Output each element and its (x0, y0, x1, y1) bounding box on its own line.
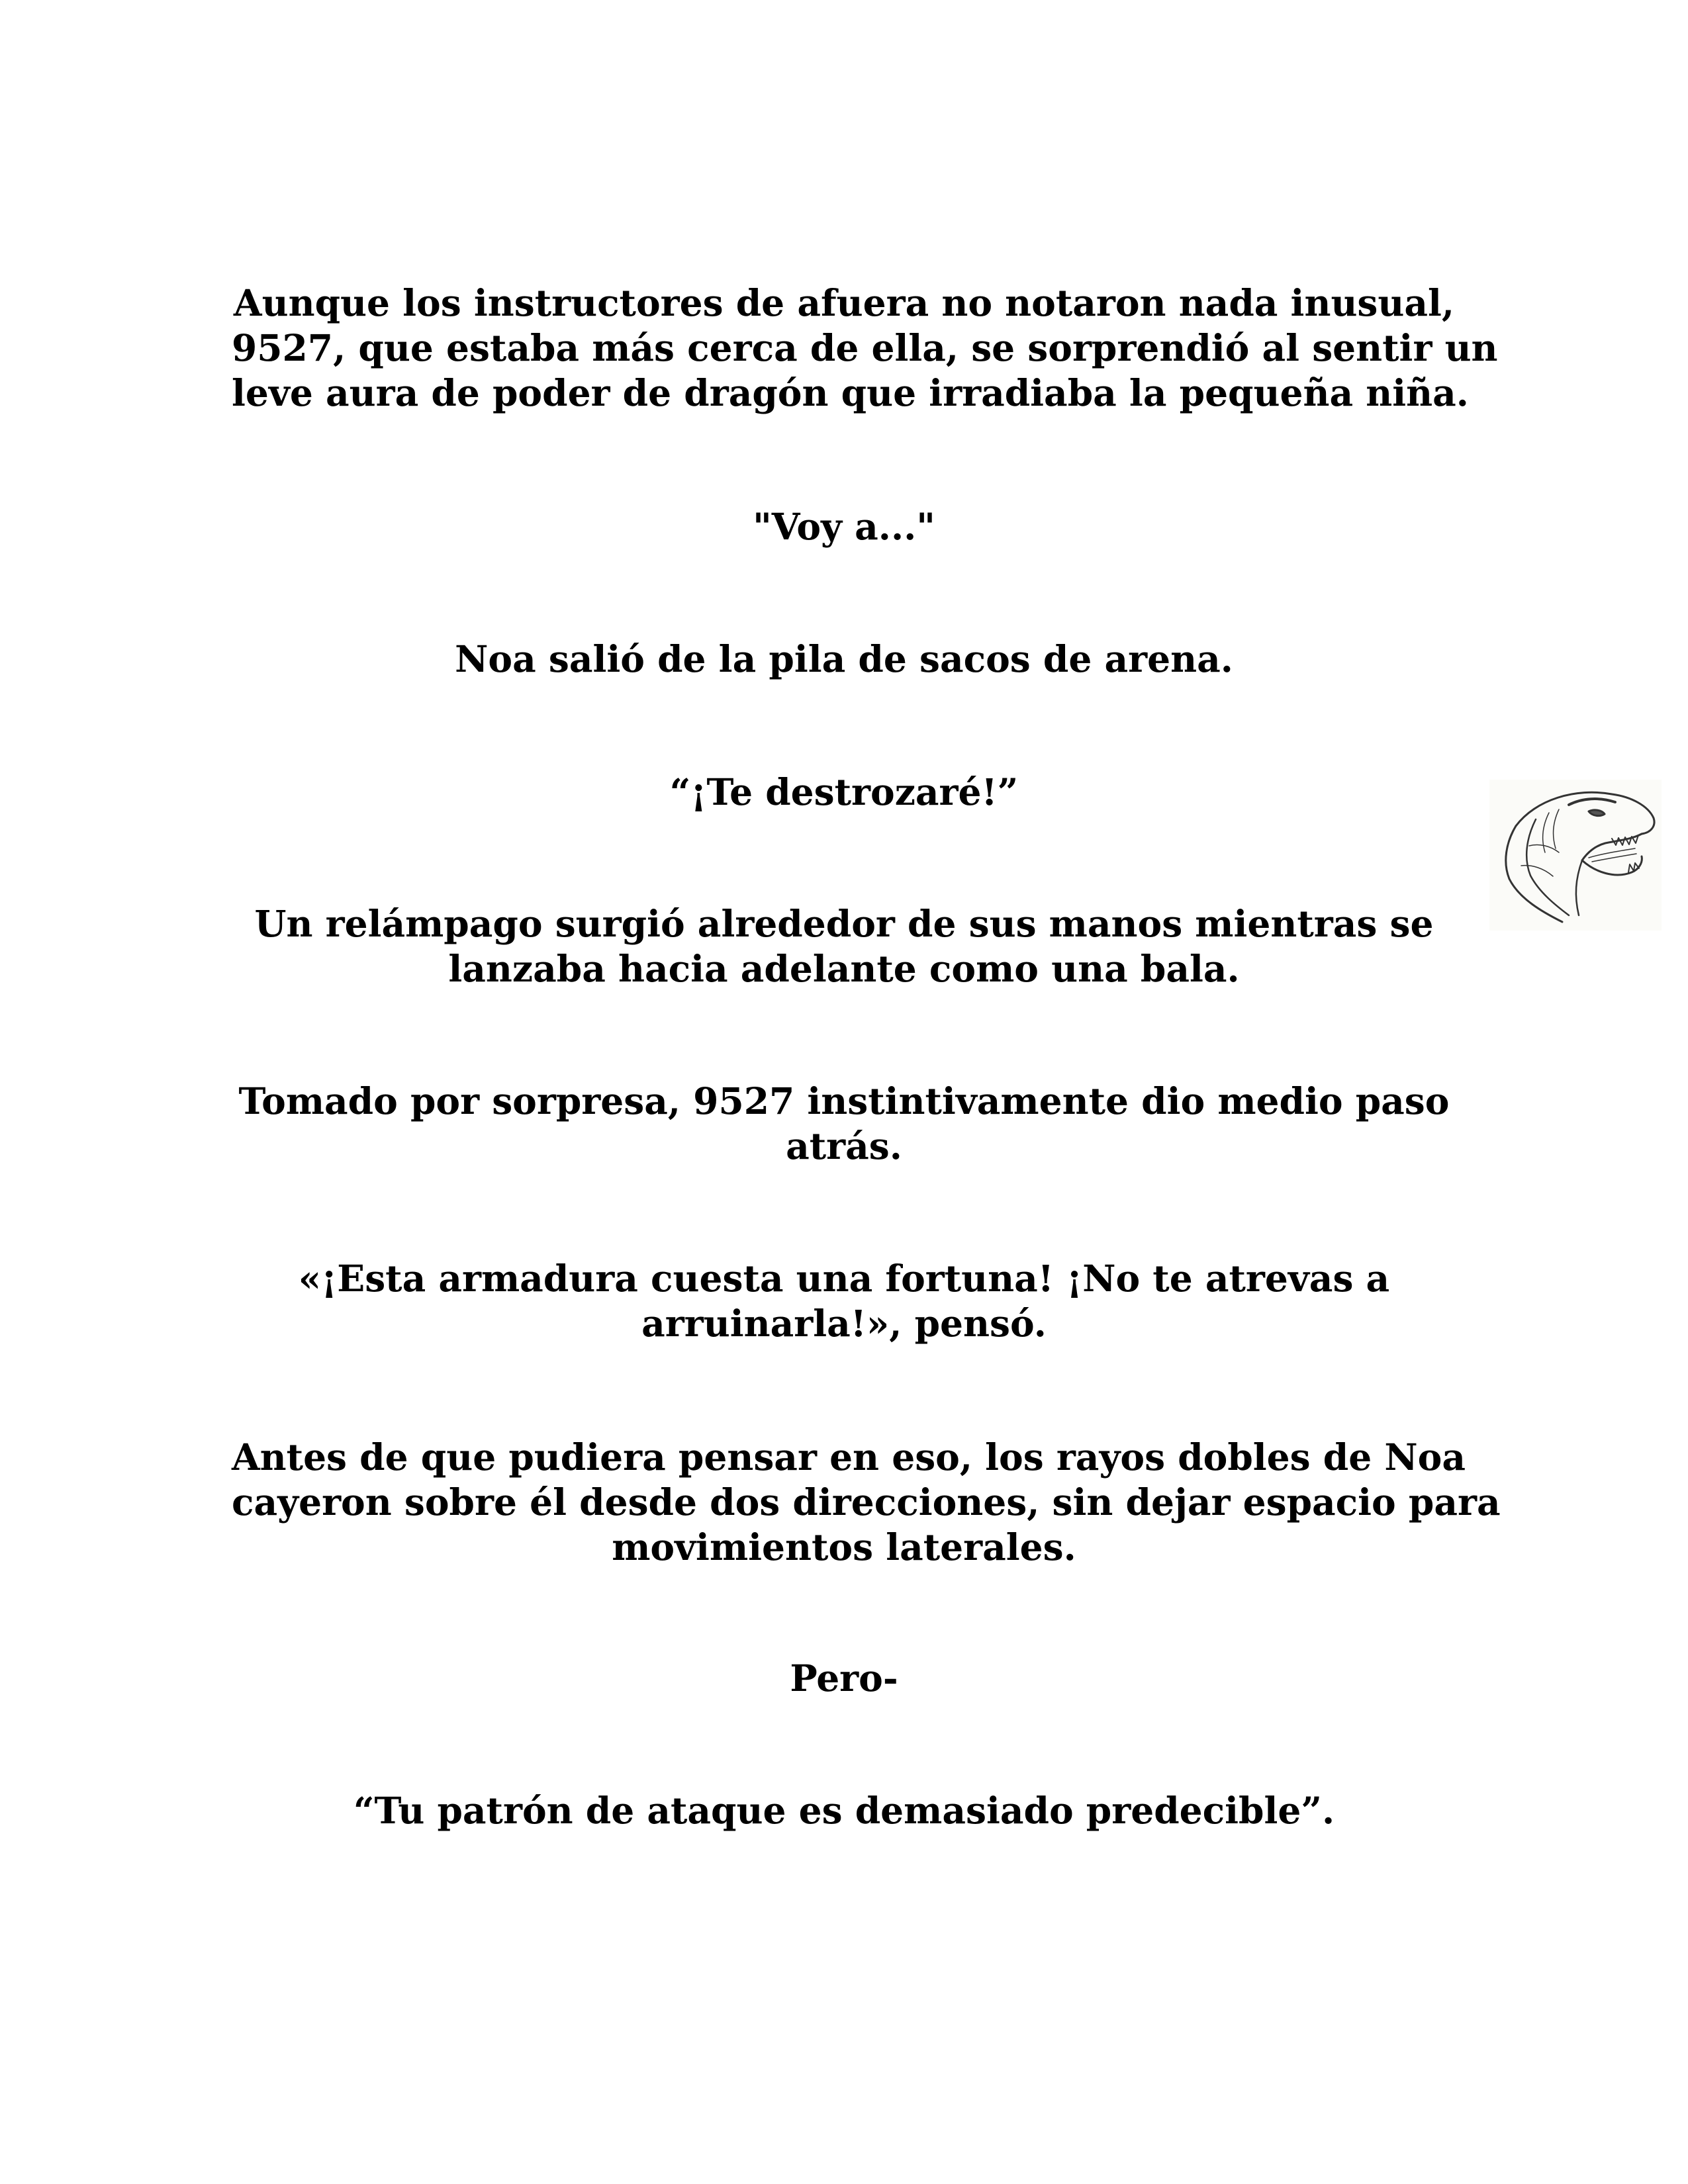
text-line: movimientos laterales. (612, 1525, 1076, 1569)
text-line: Un relámpago surgió alrededor de sus manos mientras se (254, 902, 1434, 945)
paragraph-pero (232, 1656, 1456, 1701)
text-line: cayeron sobre él desde dos direcciones, sin dejar espacio para (232, 1480, 1501, 1524)
text-line: atrás. (786, 1124, 902, 1167)
paragraph-intro (232, 281, 1498, 416)
dinosaur-head-sketch-icon (1489, 780, 1662, 931)
text-line: 9527, que estaba más cerca de ella, se sorprendió al sentir un (232, 326, 1498, 369)
text-line: “Tu patrón de ataque es demasiado predecible”. (353, 1789, 1335, 1832)
text-line: Aunque los instructores de afuera no notaron nada inusual, (233, 281, 1455, 324)
paragraph-relampago (232, 901, 1456, 991)
dialogue-te-destrozare (232, 770, 1456, 815)
paragraph-tomado (232, 1079, 1456, 1169)
text-line: Noa salió de la pila de sacos de arena. (455, 637, 1233, 680)
text-line: arruinarla!», pensó. (641, 1302, 1047, 1345)
dialogue-voy-a (232, 504, 1456, 549)
thought-armadura (232, 1256, 1456, 1346)
paragraph-antes (232, 1435, 1501, 1570)
text-line: lanzaba hacia adelante como una bala. (448, 947, 1240, 990)
text-line: Pero- (790, 1657, 898, 1700)
text-line: "Voy a..." (753, 505, 935, 548)
text-line: leve aura de poder de dragón que irradiaba la pequeña niña. (232, 371, 1469, 414)
text-line: «¡Esta armadura cuesta una fortuna! ¡No te atrevas a (298, 1257, 1390, 1300)
paragraph-noa-salio (232, 637, 1456, 682)
text-line: Antes de que pudiera pensar en eso, los rayos dobles de Noa (232, 1435, 1466, 1479)
dialogue-patron (232, 1788, 1456, 1833)
text-line: “¡Te destrozaré!” (669, 770, 1019, 813)
text-line: Tomado por sorpresa, 9527 instintivamente dio medio paso (238, 1079, 1450, 1122)
